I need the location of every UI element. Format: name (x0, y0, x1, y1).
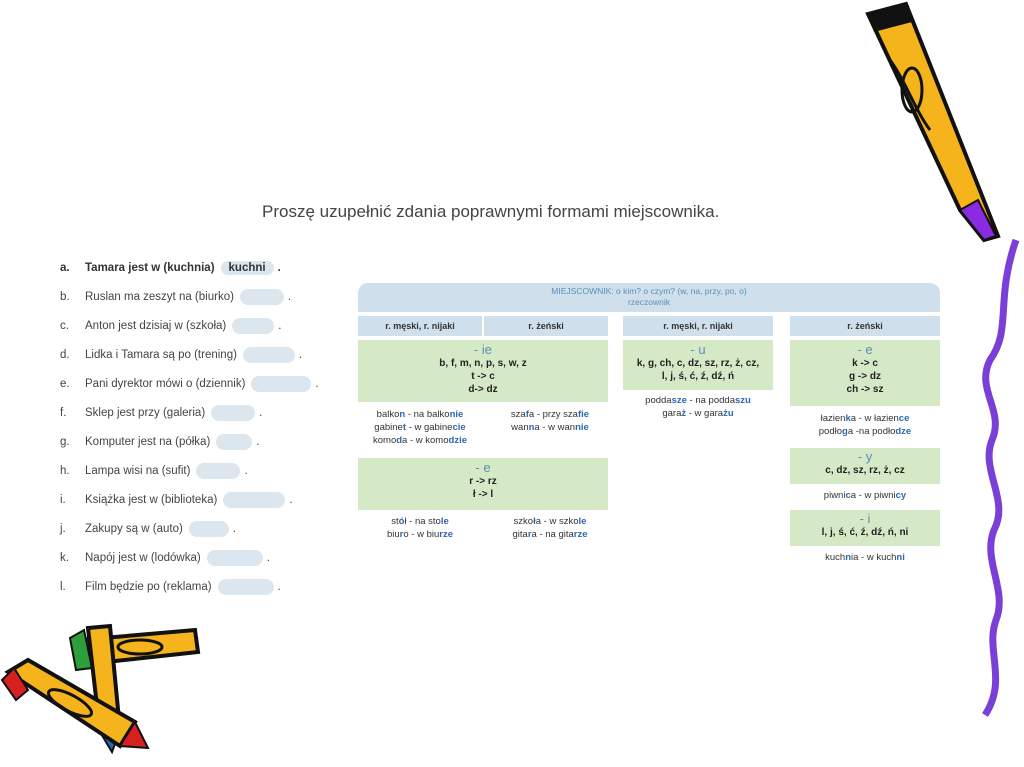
list-item: l. Film będzie po (reklama) . (60, 581, 281, 593)
answer-field[interactable] (243, 347, 295, 363)
example-list: szafa - przy szafie wanna - w wannie (510, 409, 590, 433)
rule-group: - e k -> c g -> dz ch -> sz (790, 340, 940, 406)
answer-field[interactable] (223, 492, 285, 508)
crayon-bottom-red-icon (2, 660, 148, 748)
example-list: kuchnia - w kuchni (825, 552, 905, 563)
answer-field[interactable] (207, 550, 263, 566)
list-item: k. Napój jest w (lodówka) . (60, 552, 270, 564)
list-item: b. Ruslan ma zeszyt na (biurko) . (60, 291, 292, 303)
answer-field[interactable] (251, 376, 311, 392)
list-item: c. Anton jest dzisiaj w (szkoła) . (60, 320, 282, 332)
rule-group: - y c, dz, sz, rz, ż, cz (790, 448, 940, 484)
list-item: j. Zakupy są w (auto) . (60, 523, 236, 535)
example-list: piwnica - w piwnicy (823, 490, 907, 501)
crayon-right-icon (868, 4, 998, 240)
list-item: e. Pani dyrektor mówi o (dziennik) . (60, 378, 319, 390)
column-header: r. męski, r. nijaki (358, 316, 482, 336)
answer-field[interactable]: kuchni (221, 261, 274, 275)
answer-field[interactable] (232, 318, 274, 334)
answer-field[interactable] (189, 521, 229, 537)
rule-group: - ie b, f, m, n, p, s, w, z t -> c d-> dz (358, 340, 608, 402)
rule-group: - i l, j, ś, ć, ź, dź, ń, ni (790, 510, 940, 546)
table-header: MIEJSCOWNIK: o kim? o czym? (w, na, przy, po, o) rzeczownik (358, 283, 940, 312)
list-item: h. Lampa wisi na (sufit) . (60, 465, 248, 477)
column-header: r. żeński (484, 316, 608, 336)
rule-group: - e r -> rz ł -> l (358, 458, 608, 510)
list-item: i. Książka jest w (biblioteka) . (60, 494, 293, 506)
answer-field[interactable] (196, 463, 240, 479)
list-item: g. Komputer jest na (półka) . (60, 436, 260, 448)
list-item: f. Sklep jest przy (galeria) . (60, 407, 263, 419)
purple-border-line (985, 240, 1016, 715)
list-item: a. Tamara jest w (kuchnia) kuchni . (60, 262, 281, 274)
answer-field[interactable] (240, 289, 284, 305)
example-list: stół - na stole biuro - w biurze (386, 516, 454, 540)
example-list: balkon - na balkonie gabinet - w gabinecie komoda - w komodzie (373, 409, 467, 446)
answer-field[interactable] (218, 579, 274, 595)
column-header: r. żeński (790, 316, 940, 336)
answer-field[interactable] (211, 405, 255, 421)
answer-field[interactable] (216, 434, 252, 450)
page-title: Proszę uzupełnić zdania poprawnymi formami miejscownika. (262, 202, 720, 221)
column-header: r. męski, r. nijaki (623, 316, 773, 336)
example-list: poddasze - na poddaszu garaż - w garażu (645, 395, 751, 419)
example-list: szkoła - w szkole gitara - na gitarze (512, 516, 588, 540)
example-list: łazienka - w łazience podłoga -na podłodze (818, 413, 912, 437)
list-item: d. Lidka i Tamara są po (trening) . (60, 349, 303, 361)
rule-group: - u k, g, ch, c, dz, sz, rz, ż, cz, l, j, ś, ć, ź, dź, ń (623, 340, 773, 390)
